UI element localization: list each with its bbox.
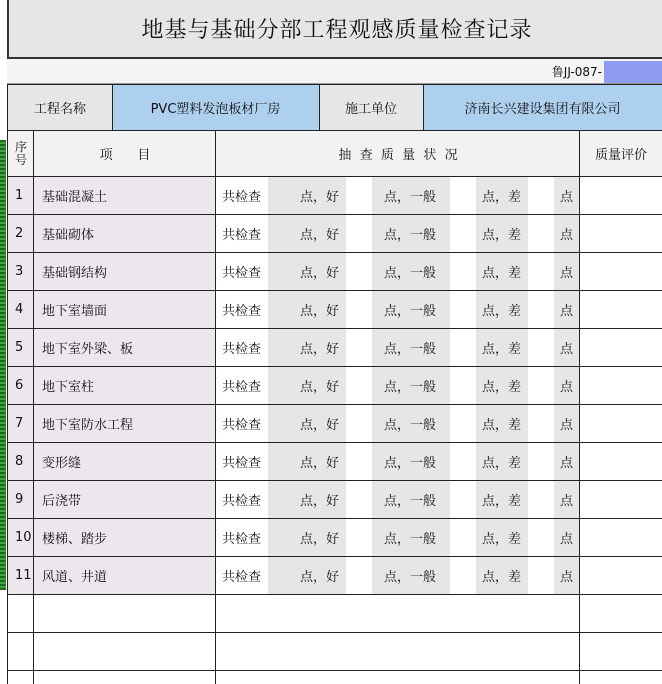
evaluation-input[interactable] (580, 367, 662, 404)
grid-line (7, 556, 662, 557)
row-item: 后浇带 (34, 481, 216, 518)
label-point: 点 (554, 443, 580, 480)
form-code: 鲁JJ-087- (551, 65, 602, 79)
evaluation-input[interactable] (580, 519, 662, 556)
grid-line (7, 632, 662, 633)
label-total: 共检查 (222, 494, 262, 509)
grid-line (7, 84, 8, 684)
label-total: 共检查 (222, 570, 262, 585)
row-number: 3 (8, 253, 34, 290)
count-good-input[interactable] (346, 443, 372, 480)
label-bad: 点，差 (476, 253, 528, 290)
count-total-input[interactable] (268, 557, 294, 594)
label-good: 点，好 (294, 481, 346, 518)
grid-line (7, 176, 662, 177)
count-normal-input[interactable] (450, 329, 476, 366)
label-good: 点，好 (294, 253, 346, 290)
label-bad: 点，差 (476, 443, 528, 480)
grid-line (7, 290, 662, 291)
count-good-input[interactable] (346, 215, 372, 252)
evaluation-input[interactable] (580, 177, 662, 214)
label-normal: 点，一般 (372, 443, 450, 480)
evaluation-input[interactable] (580, 557, 662, 594)
contractor-value[interactable]: 济南长兴建设集团有限公司 (423, 85, 662, 130)
header-evaluation: 质量评价 (580, 131, 662, 176)
label-normal: 点，一般 (372, 253, 450, 290)
label-good: 点，好 (294, 519, 346, 556)
row-number: 10 (8, 519, 34, 556)
label-bad: 点，差 (476, 405, 528, 442)
count-normal-input[interactable] (450, 291, 476, 328)
count-bad-input[interactable] (528, 367, 554, 404)
project-name-label: 工程名称 (8, 85, 112, 130)
label-good: 点，好 (294, 405, 346, 442)
label-point: 点 (554, 481, 580, 518)
contractor-label: 施工单位 (319, 85, 423, 130)
row-number: 1 (8, 177, 34, 214)
count-bad-input[interactable] (528, 443, 554, 480)
count-good-input[interactable] (346, 405, 372, 442)
label-total: 共检查 (222, 532, 262, 547)
label-point: 点 (554, 367, 580, 404)
grid-line (7, 328, 662, 329)
header-seq-text: 序号 (14, 139, 27, 167)
count-normal-input[interactable] (450, 519, 476, 556)
row-item: 地下室外梁、板 (34, 329, 216, 366)
grid-line (7, 366, 662, 367)
label-normal: 点，一般 (372, 557, 450, 594)
evaluation-input[interactable] (580, 291, 662, 328)
label-normal: 点，一般 (372, 329, 450, 366)
row-item: 基础混凝土 (34, 177, 216, 214)
row-number: 11 (8, 557, 34, 594)
grid-line (7, 252, 662, 253)
count-total-input[interactable] (268, 291, 294, 328)
count-total-input[interactable] (268, 253, 294, 290)
label-good: 点，好 (294, 557, 346, 594)
label-total: 共检查 (222, 190, 262, 205)
row-item: 地下室柱 (34, 367, 216, 404)
label-point: 点 (554, 405, 580, 442)
row-item: 基础钢结构 (34, 253, 216, 290)
count-good-input[interactable] (346, 557, 372, 594)
grid-line (7, 670, 662, 671)
row-item: 基础砌体 (34, 215, 216, 252)
row-item: 楼梯、踏步 (34, 519, 216, 556)
label-good: 点，好 (294, 291, 346, 328)
grid-line (7, 518, 662, 519)
label-good: 点，好 (294, 443, 346, 480)
label-point: 点 (554, 215, 580, 252)
count-total-input[interactable] (268, 405, 294, 442)
label-bad: 点，差 (476, 177, 528, 214)
label-total: 共检查 (222, 266, 262, 281)
label-normal: 点，一般 (372, 519, 450, 556)
evaluation-input[interactable] (580, 253, 662, 290)
count-normal-input[interactable] (450, 215, 476, 252)
label-bad: 点，差 (476, 367, 528, 404)
count-bad-input[interactable] (528, 215, 554, 252)
evaluation-input[interactable] (580, 481, 662, 518)
label-good: 点，好 (294, 215, 346, 252)
label-normal: 点，一般 (372, 481, 450, 518)
row-number: 7 (8, 405, 34, 442)
evaluation-input[interactable] (580, 405, 662, 442)
count-bad-input[interactable] (528, 557, 554, 594)
count-normal-input[interactable] (450, 557, 476, 594)
grid-line (7, 594, 662, 595)
grid-line (423, 84, 424, 130)
label-point: 点 (554, 557, 580, 594)
count-good-input[interactable] (346, 177, 372, 214)
header-seq (8, 131, 34, 176)
row-selection-bar (0, 140, 6, 590)
label-total: 共检查 (222, 380, 262, 395)
grid-line (579, 130, 580, 684)
label-bad: 点，差 (476, 291, 528, 328)
row-number: 9 (8, 481, 34, 518)
count-normal-input[interactable] (450, 443, 476, 480)
count-bad-input[interactable] (528, 405, 554, 442)
label-good: 点，好 (294, 367, 346, 404)
grid-line (7, 480, 662, 481)
label-total: 共检查 (222, 304, 262, 319)
row-item: 地下室墙面 (34, 291, 216, 328)
label-bad: 点，差 (476, 215, 528, 252)
label-total: 共检查 (222, 418, 262, 433)
label-normal: 点，一般 (372, 291, 450, 328)
count-normal-input[interactable] (450, 177, 476, 214)
header-check-status: 抽 查 质 量 状 况 (216, 131, 580, 176)
code-input-cell[interactable] (604, 61, 662, 83)
label-point: 点 (554, 177, 580, 214)
count-normal-input[interactable] (450, 481, 476, 518)
label-bad: 点，差 (476, 557, 528, 594)
grid-line (215, 130, 216, 684)
label-bad: 点，差 (476, 481, 528, 518)
count-bad-input[interactable] (528, 253, 554, 290)
count-total-input[interactable] (268, 177, 294, 214)
row-number: 6 (8, 367, 34, 404)
row-number: 2 (8, 215, 34, 252)
label-good: 点，好 (294, 177, 346, 214)
label-normal: 点，一般 (372, 177, 450, 214)
page-title (7, 0, 662, 59)
count-total-input[interactable] (268, 481, 294, 518)
label-bad: 点，差 (476, 519, 528, 556)
count-bad-input[interactable] (528, 291, 554, 328)
count-total-input[interactable] (268, 329, 294, 366)
grid-line (7, 84, 662, 85)
label-point: 点 (554, 329, 580, 366)
count-bad-input[interactable] (528, 519, 554, 556)
grid-line (7, 130, 662, 131)
row-item: 风道、井道 (34, 557, 216, 594)
count-normal-input[interactable] (450, 405, 476, 442)
count-total-input[interactable] (268, 519, 294, 556)
count-normal-input[interactable] (450, 367, 476, 404)
label-bad: 点，差 (476, 329, 528, 366)
count-good-input[interactable] (346, 481, 372, 518)
count-total-input[interactable] (268, 215, 294, 252)
count-total-input[interactable] (268, 367, 294, 404)
count-good-input[interactable] (346, 367, 372, 404)
count-bad-input[interactable] (528, 329, 554, 366)
label-normal: 点，一般 (372, 367, 450, 404)
title-text: 地基与基础分部工程观感质量检查记录 (141, 18, 533, 43)
count-bad-input[interactable] (528, 177, 554, 214)
header-item: 项 目 (34, 131, 216, 176)
project-name-value[interactable]: PVC塑料发泡板材厂房 (112, 85, 319, 130)
count-good-input[interactable] (346, 291, 372, 328)
grid-line (7, 214, 662, 215)
label-point: 点 (554, 519, 580, 556)
label-good: 点，好 (294, 329, 346, 366)
label-normal: 点，一般 (372, 215, 450, 252)
grid-line (7, 404, 662, 405)
label-point: 点 (554, 291, 580, 328)
count-good-input[interactable] (346, 329, 372, 366)
evaluation-input[interactable] (580, 329, 662, 366)
grid-line (112, 84, 113, 130)
row-item: 变形缝 (34, 443, 216, 480)
count-good-input[interactable] (346, 519, 372, 556)
evaluation-input[interactable] (580, 215, 662, 252)
row-number: 5 (8, 329, 34, 366)
count-normal-input[interactable] (450, 253, 476, 290)
row-number: 8 (8, 443, 34, 480)
label-point: 点 (554, 253, 580, 290)
label-total: 共检查 (222, 456, 262, 471)
row-number: 4 (8, 291, 34, 328)
grid-line (7, 442, 662, 443)
row-item: 地下室防水工程 (34, 405, 216, 442)
count-total-input[interactable] (268, 443, 294, 480)
grid-line (33, 130, 34, 684)
evaluation-input[interactable] (580, 443, 662, 480)
count-good-input[interactable] (346, 253, 372, 290)
label-normal: 点，一般 (372, 405, 450, 442)
label-total: 共检查 (222, 342, 262, 357)
label-total: 共检查 (222, 228, 262, 243)
count-bad-input[interactable] (528, 481, 554, 518)
grid-line (319, 84, 320, 130)
